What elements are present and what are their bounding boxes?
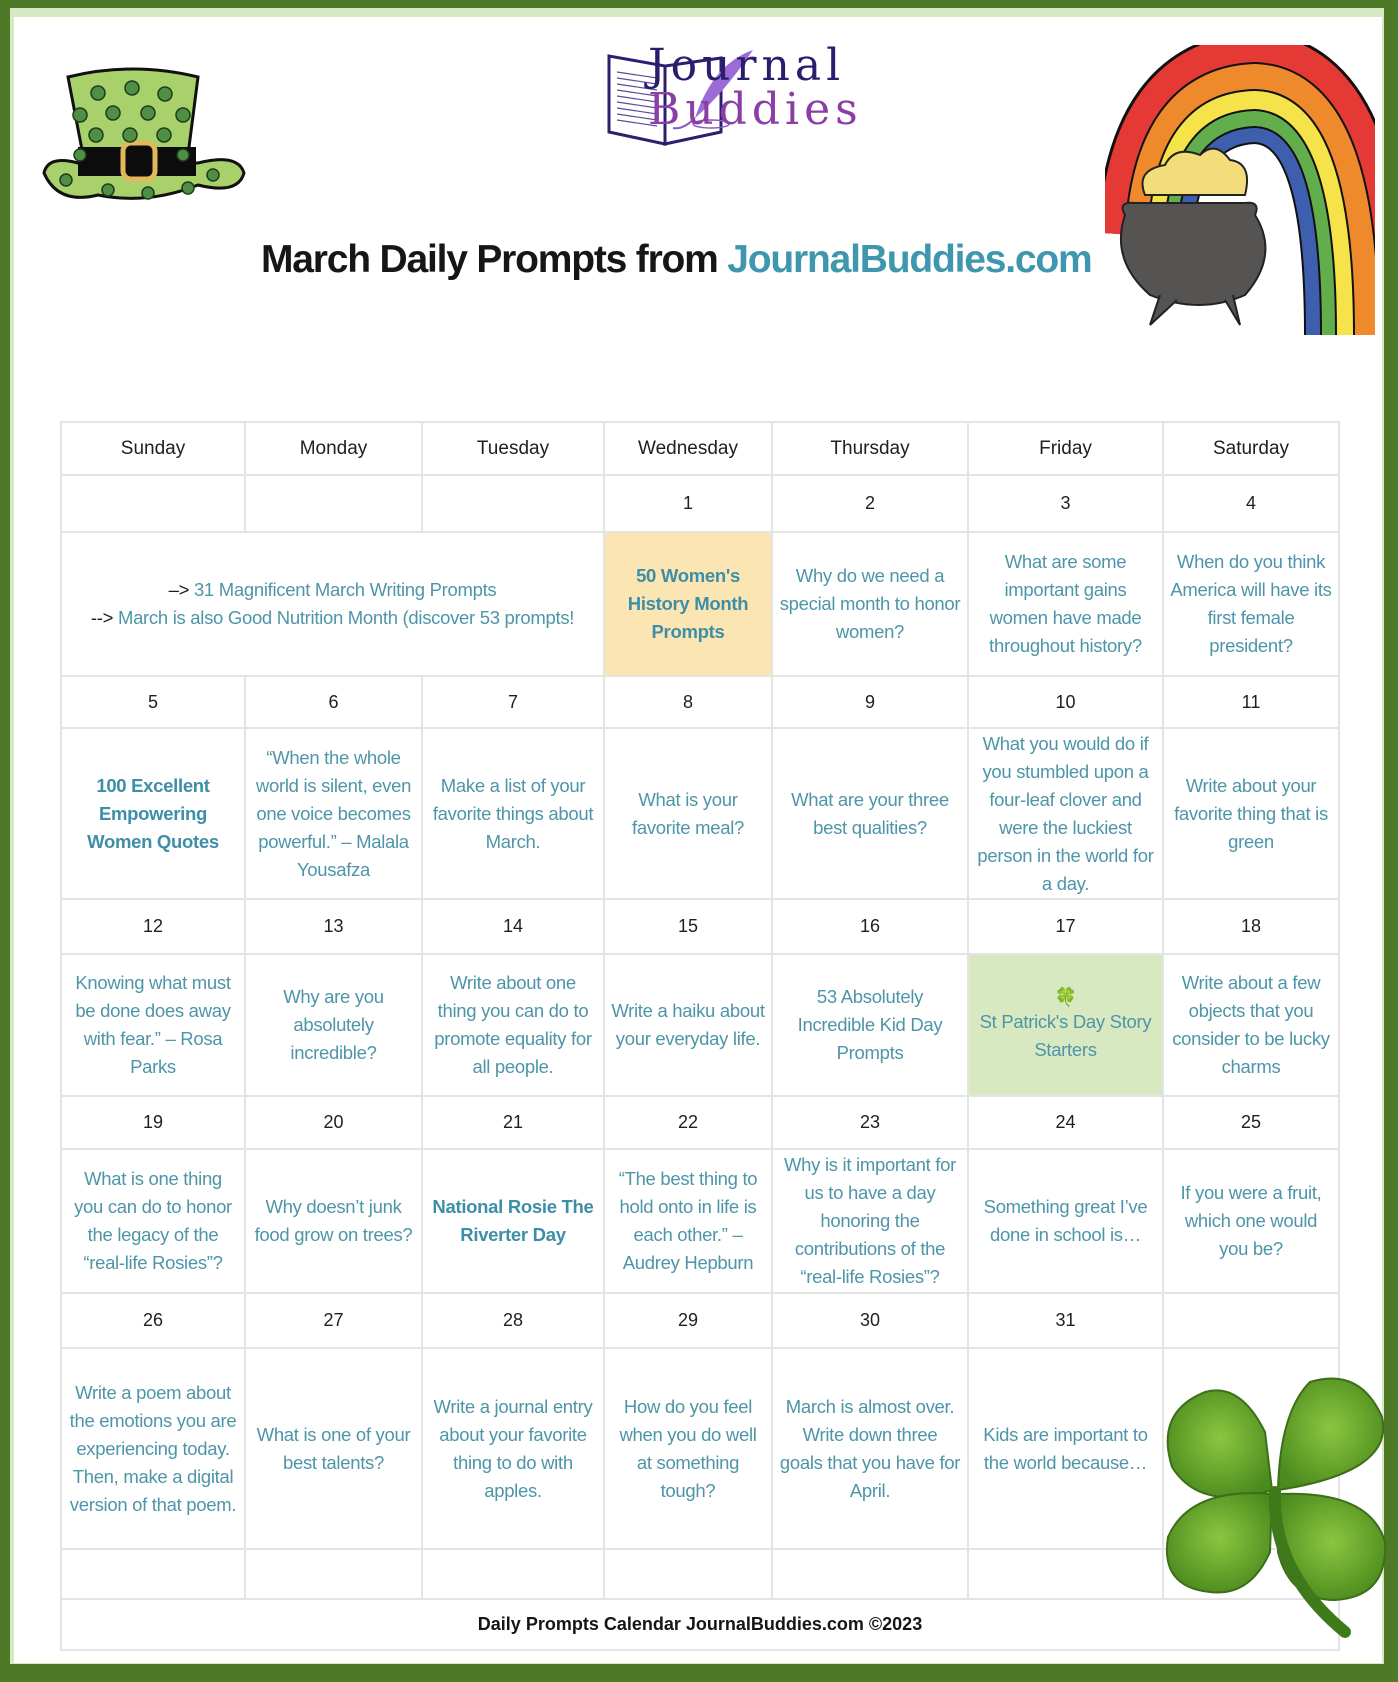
date-cell: 26 xyxy=(61,1293,245,1348)
date-cell: 14 xyxy=(422,899,604,954)
date-cell: 22 xyxy=(604,1096,772,1149)
intro-line-1 xyxy=(62,576,603,604)
date-cell: 7 xyxy=(422,676,604,728)
date-cell: 2 xyxy=(772,475,968,532)
date-cell: 4 xyxy=(1163,475,1339,532)
prompt-cell: “The best thing to hold onto in life is each other.” – Audrey Hepburn xyxy=(604,1149,772,1293)
date-cell xyxy=(61,475,245,532)
prompt-row xyxy=(61,532,1339,676)
prompt-cell: Write about your favorite thing that is green xyxy=(1163,728,1339,899)
title-site-link[interactable]: JournalBuddies.com xyxy=(727,238,1092,281)
logo-line2: Buddies xyxy=(648,84,863,135)
intro-links-cell xyxy=(61,532,604,676)
prompt-cell: Write a haiku about your everyday life. xyxy=(604,954,772,1096)
prompt-row xyxy=(61,1348,1339,1549)
intro-line-2 xyxy=(62,604,603,632)
weekday-thursday: Thursday xyxy=(772,422,968,475)
st-patricks-link-cell[interactable] xyxy=(968,954,1163,1096)
prompt-cell: Why do we need a special month to honor women? xyxy=(772,532,968,676)
prompt-cell: March is almost over. Write down three goals that you have for April. xyxy=(772,1348,968,1549)
prompt-cell: Why are you absolutely incredible? xyxy=(245,954,422,1096)
prompt-cell: If you were a fruit, which one would you be? xyxy=(1163,1149,1339,1293)
date-cell: 10 xyxy=(968,676,1163,728)
prompt-cell: What you would do if you stumbled upon a four-leaf clover and were the luckiest person in the world for a day. xyxy=(968,728,1163,899)
date-cell: 30 xyxy=(772,1293,968,1348)
date-cell: 13 xyxy=(245,899,422,954)
prompt-cell: Make a list of your favorite things about March. xyxy=(422,728,604,899)
logo-line1: Journal xyxy=(648,40,846,91)
womens-history-link-cell[interactable]: 50 Women's History Month Prompts xyxy=(604,532,772,676)
prompt-cell: What is one of your best talents? xyxy=(245,1348,422,1549)
date-row xyxy=(61,1293,1339,1348)
date-cell: 18 xyxy=(1163,899,1339,954)
prompt-cell: How do you feel when you do well at something tough? xyxy=(604,1348,772,1549)
prompt-cell: Why is it important for us to have a day honoring the contributions of the “real-life Rosies”? xyxy=(772,1149,968,1293)
prompt-cell: Kids are important to the world because… xyxy=(968,1348,1163,1549)
weekday-monday: Monday xyxy=(245,422,422,475)
prompt-row xyxy=(61,1149,1339,1293)
empowering-quotes-link-cell[interactable]: 100 Excellent Empowering Women Quotes xyxy=(61,728,245,899)
calendar-table xyxy=(60,421,1340,1651)
rainbow-pot-of-gold-icon xyxy=(1105,45,1380,345)
footer-copyright: Daily Prompts Calendar JournalBuddies.com ©2023 xyxy=(61,1599,1339,1650)
prompt-cell: “When the whole world is silent, even one voice becomes powerful.” – Malala Yousafza xyxy=(245,728,422,899)
prompt-cell: Why doesn’t junk food grow on trees? xyxy=(245,1149,422,1293)
empty-cell xyxy=(422,1549,604,1599)
date-cell: 29 xyxy=(604,1293,772,1348)
prompt-cell: Write a journal entry about your favorite thing to do with apples. xyxy=(422,1348,604,1549)
date-cell: 24 xyxy=(968,1096,1163,1149)
date-cell: 23 xyxy=(772,1096,968,1149)
shamrock-icon: 🍀 xyxy=(1054,987,1077,1007)
date-cell: 16 xyxy=(772,899,968,954)
weekday-friday: Friday xyxy=(968,422,1163,475)
kid-day-prompts-link-cell[interactable]: 53 Absolutely Incredible Kid Day Prompts xyxy=(772,954,968,1096)
date-cell xyxy=(1163,1293,1339,1348)
prompt-cell: What is one thing you can do to honor the legacy of the “real-life Rosies”? xyxy=(61,1149,245,1293)
date-cell: 8 xyxy=(604,676,772,728)
date-cell: 28 xyxy=(422,1293,604,1348)
date-cell: 20 xyxy=(245,1096,422,1149)
date-cell xyxy=(245,475,422,532)
prompt-cell: When do you think America will have its first female president? xyxy=(1163,532,1339,676)
footer-row xyxy=(61,1599,1339,1650)
date-cell: 27 xyxy=(245,1293,422,1348)
leprechaun-hat-icon xyxy=(38,55,250,210)
arrow-icon: –> xyxy=(168,579,190,600)
logo-wordmark xyxy=(648,40,863,135)
weekday-wednesday: Wednesday xyxy=(604,422,772,475)
date-cell: 1 xyxy=(604,475,772,532)
rosie-riveter-link-cell[interactable]: National Rosie The Riverter Day xyxy=(422,1149,604,1293)
four-leaf-clover-icon xyxy=(1160,1372,1390,1647)
date-cell xyxy=(422,475,604,532)
arrow-icon: --> xyxy=(90,607,114,628)
empty-cell xyxy=(245,1549,422,1599)
empty-cell xyxy=(968,1549,1163,1599)
weekday-sunday: Sunday xyxy=(61,422,245,475)
prompt-cell: Knowing what must be done does away with fear.” – Rosa Parks xyxy=(61,954,245,1096)
march-prompts-link[interactable]: 31 Magnificent March Writing Prompts xyxy=(193,579,497,600)
date-cell: 25 xyxy=(1163,1096,1339,1149)
title-prefix: March Daily Prompts from xyxy=(261,238,728,281)
date-cell: 21 xyxy=(422,1096,604,1149)
prompt-row xyxy=(61,954,1339,1096)
empty-cell xyxy=(61,1549,245,1599)
date-cell: 15 xyxy=(604,899,772,954)
st-patricks-link[interactable]: St Patrick's Day Story Starters xyxy=(979,1011,1152,1060)
prompt-cell: Write about a few objects that you consider to be lucky charms xyxy=(1163,954,1339,1096)
date-row xyxy=(61,475,1339,532)
nutrition-month-link[interactable]: March is also Good Nutrition Month (discover 53 prompts! xyxy=(117,607,575,628)
prompt-cell: Write about one thing you can do to promote equality for all people. xyxy=(422,954,604,1096)
weekday-header-row xyxy=(61,422,1339,475)
date-cell: 11 xyxy=(1163,676,1339,728)
empty-cell xyxy=(772,1549,968,1599)
date-cell: 12 xyxy=(61,899,245,954)
date-cell: 5 xyxy=(61,676,245,728)
weekday-saturday: Saturday xyxy=(1163,422,1339,475)
prompt-cell: Something great I’ve done in school is… xyxy=(968,1149,1163,1293)
date-row xyxy=(61,676,1339,728)
date-cell: 17 xyxy=(968,899,1163,954)
prompt-row xyxy=(61,728,1339,899)
prompt-cell: What are some important gains women have made throughout history? xyxy=(968,532,1163,676)
date-cell: 19 xyxy=(61,1096,245,1149)
prompt-cell: What are your three best qualities? xyxy=(772,728,968,899)
prompt-cell: What is your favorite meal? xyxy=(604,728,772,899)
date-cell: 31 xyxy=(968,1293,1163,1348)
date-cell: 9 xyxy=(772,676,968,728)
weekday-tuesday: Tuesday xyxy=(422,422,604,475)
date-row xyxy=(61,899,1339,954)
prompt-cell: Write a poem about the emotions you are experiencing today. Then, make a digital version of that poem. xyxy=(61,1348,245,1549)
date-row xyxy=(61,1096,1339,1149)
date-cell: 3 xyxy=(968,475,1163,532)
date-cell: 6 xyxy=(245,676,422,728)
empty-row xyxy=(61,1549,1339,1599)
empty-cell xyxy=(604,1549,772,1599)
page-title xyxy=(261,238,1091,282)
